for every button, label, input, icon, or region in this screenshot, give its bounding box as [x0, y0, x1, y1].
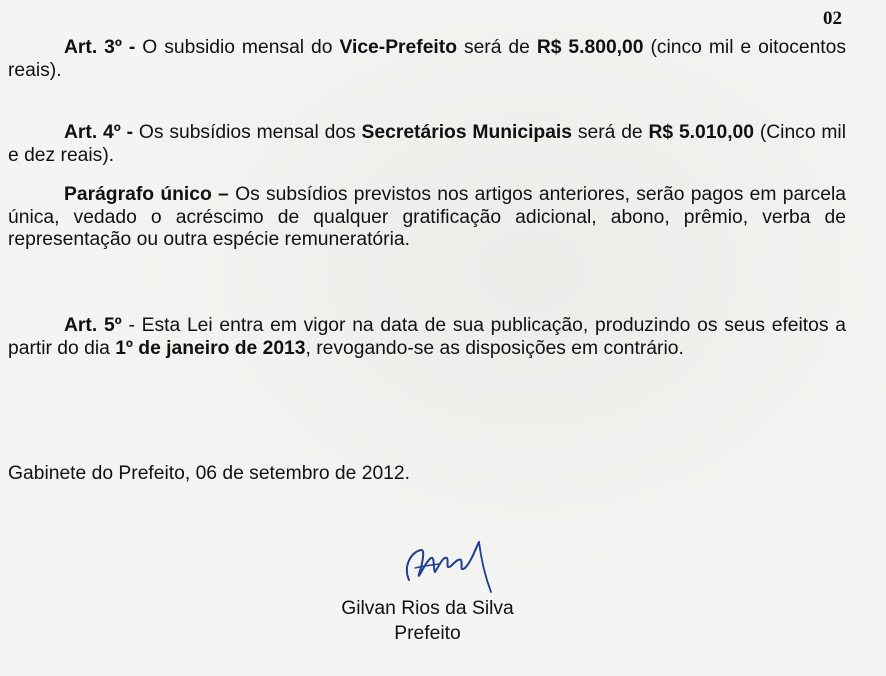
article-3-bold-1: Vice-Prefeito: [339, 37, 457, 58]
article-5: [8, 315, 846, 360]
signer-name: Gilvan Rios da Silva: [341, 598, 514, 619]
article-4-text-3: (Cinco mil e dez reais).: [8, 122, 846, 166]
signer-title: Prefeito: [394, 623, 461, 644]
article-4-text-1: Os subsídios mensal dos: [133, 122, 362, 143]
paragrafo-unico-text: Os subsídios previstos nos artigos anteriores, serão pagos em parcela única, vedado o acréscimo de qualquer gratificação adicional, abono, prêmio, verba de representação ou outra espécie remuneratória.: [8, 184, 846, 250]
article-4-text-2: será de: [572, 122, 649, 143]
article-4-bold-2: R$ 5.010,00: [648, 122, 754, 143]
page-number: 02: [823, 8, 842, 29]
article-3-label: Art. 3º -: [64, 37, 136, 58]
article-4-label: Art. 4º -: [64, 122, 134, 143]
article-3-text-2: será de: [456, 37, 537, 58]
article-5-text-1: - Esta Lei entra em vigor na data de sua publicação, produzindo os seus efeitos a partir do dia: [8, 315, 846, 359]
article-4-bold-1: Secretários Municipais: [361, 122, 573, 143]
article-3-bold-2: R$ 5.800,00: [536, 37, 644, 58]
paragrafo-unico: [8, 184, 846, 252]
article-5-text-2: , revogando-se as disposições em contrário.: [305, 337, 684, 359]
article-5-label: Art. 5º: [64, 315, 122, 336]
article-4: [8, 122, 846, 167]
article-3: [8, 37, 846, 82]
gabinete-date-line: Gabinete do Prefeito, 06 de setembro de 2012.: [8, 463, 410, 484]
signature-mark: [395, 532, 505, 598]
paragrafo-unico-label: Parágrafo único –: [64, 184, 229, 205]
article-5-bold-1: 1º de janeiro de 2013: [115, 337, 306, 359]
article-3-text-1: O subsidio mensal do: [135, 37, 340, 58]
article-3-text-3: (cinco mil e oitocentos reais).: [8, 37, 847, 81]
